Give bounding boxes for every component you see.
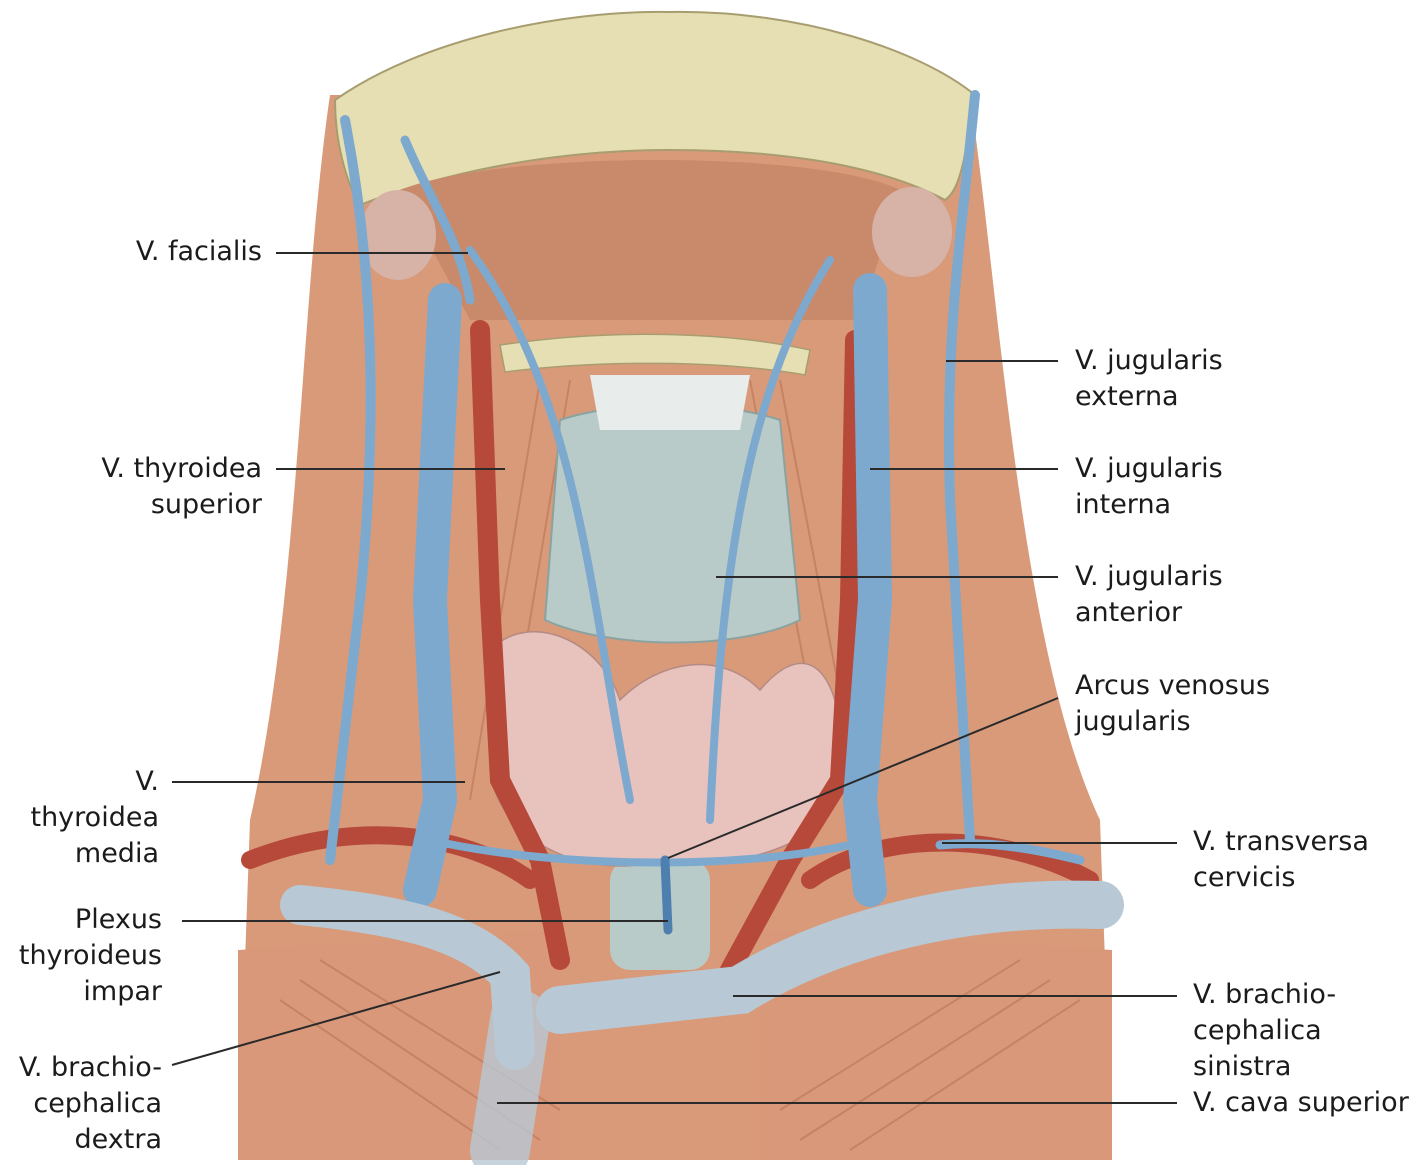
label-v-facialis: V. facialis <box>135 236 262 267</box>
label-arcus-venosus-jugularis: Arcus venosus jugularis <box>1075 670 1271 737</box>
label-v-brachiocephalica-sinistra: V. brachio- cephalica sinistra <box>1193 979 1337 1082</box>
label-v-cava-superior: V. cava superior <box>1193 1087 1409 1118</box>
label-v-jugularis-anterior: V. jugularis anterior <box>1075 561 1223 628</box>
label-v-thyroidea-media: V. thyroidea media <box>30 766 159 869</box>
v-jugularis-interna-left <box>860 290 875 890</box>
label-v-jugularis-externa: V. jugularis externa <box>1075 345 1223 412</box>
suprahyoid-muscles <box>400 160 900 320</box>
label-v-jugularis-interna: V. jugularis interna <box>1075 453 1223 520</box>
label-v-transversa-cervicis: V. transversa cervicis <box>1193 826 1369 893</box>
v-cava-superior <box>500 1020 520 1150</box>
v-jugularis-interna-right <box>420 300 445 890</box>
submandibular-gland-right <box>360 190 436 280</box>
label-v-brachiocephalica-dextra: V. brachio- cephalica dextra <box>18 1052 162 1155</box>
submandibular-gland-left <box>872 187 952 277</box>
label-v-thyroidea-superior: V. thyroidea superior <box>101 453 262 520</box>
plexus-thyroideus-impar <box>665 860 668 930</box>
label-plexus-thyroideus-impar: Plexus thyroideus impar <box>18 904 162 1007</box>
thyrohyoid-membrane <box>590 375 750 430</box>
trachea <box>610 860 710 970</box>
